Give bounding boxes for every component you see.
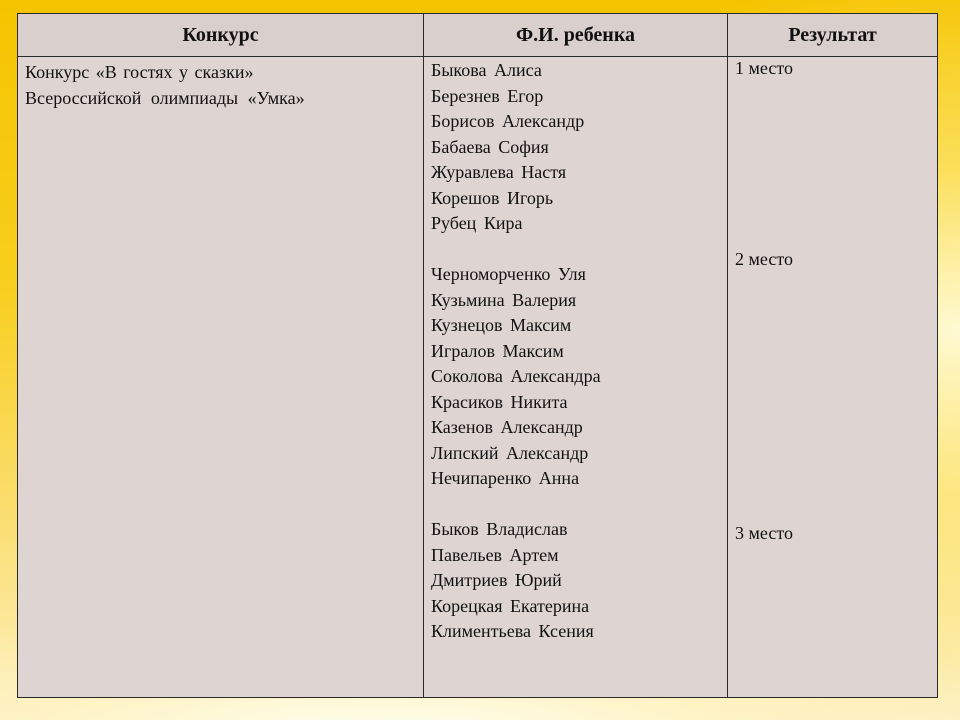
list-item: Красиков Никита <box>431 391 568 412</box>
header-child-name: Ф.И. ребенка <box>515 24 636 46</box>
list-item: Игралов Максим <box>431 340 564 361</box>
list-item: Кузьмина Валерия <box>431 289 577 310</box>
contest-olympiad: Всероссийской олимпиады «Умка» <box>25 88 305 108</box>
list-item: Журавлева Настя <box>431 162 567 182</box>
list-item: Кузнецов Максим <box>431 315 572 335</box>
list-item: Борисов Александр <box>431 111 585 131</box>
column-divider <box>727 14 728 697</box>
list-item: Быкова Алиса <box>431 60 542 80</box>
table-header-row <box>18 14 937 57</box>
contest-cell <box>25 59 420 111</box>
list-item: Соколова Александра <box>431 366 601 386</box>
result-first-place: 1 место <box>735 58 793 78</box>
list-item: Березнев Егор <box>431 85 544 106</box>
list-item: Павельев Артем <box>431 544 559 565</box>
group-spacer <box>431 237 721 263</box>
result-third-place: 3 место <box>735 523 793 543</box>
list-item: Дмитриев Юрий <box>431 570 562 590</box>
list-item: Корешов Игорь <box>431 187 554 208</box>
list-item: Казенов Александр <box>431 417 583 437</box>
list-item: Бабаева София <box>431 136 549 157</box>
group-spacer <box>431 492 721 518</box>
list-item: Корецкая Екатерина <box>431 595 590 616</box>
list-item: Климентьева Ксения <box>431 621 594 641</box>
child-names-cell <box>431 58 721 645</box>
contest-title: Конкурс «В гостях у сказки» <box>25 62 254 82</box>
column-divider <box>423 14 424 697</box>
list-item: Липский Александр <box>431 442 589 463</box>
list-item: Быков Владислав <box>431 519 568 539</box>
results-table <box>17 13 938 698</box>
header-result: Результат <box>788 24 877 46</box>
result-second-place: 2 место <box>735 249 793 269</box>
header-contest: Конкурс <box>182 24 259 46</box>
list-item: Черноморченко Уля <box>431 264 586 284</box>
list-item: Нечипаренко Анна <box>431 468 580 488</box>
list-item: Рубец Кира <box>431 213 523 233</box>
